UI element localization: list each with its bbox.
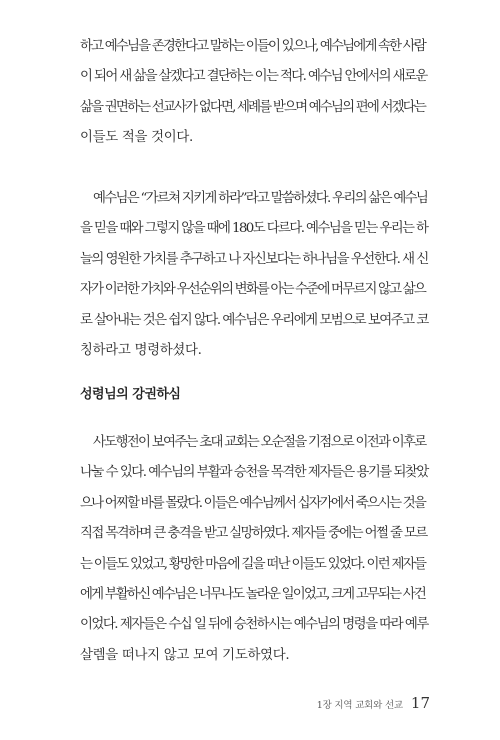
- text-line: 로 살아내는 것은 쉽지 않다. 예수님은 우리에게 모범으로 보여주고 코: [80, 312, 428, 328]
- text-line: 을 믿을 때와 그렇지 않을 때에 180도 다르다. 예수님을 믿는 우리는 하: [80, 221, 428, 237]
- text-line: 이 되어 새 삶을 살겠다고 결단하는 이는 적다. 예수님 안에서의 새로운: [80, 69, 427, 85]
- page-number: 17: [410, 694, 430, 712]
- text-line: 으나 어찌할 바를 몰랐다. 이들은 예수님께서 십자가에서 죽으시는 것을: [80, 495, 426, 511]
- text-line: 예수님은 “가르쳐 지키게 하라”라고 말씀하셨다. 우리의 삶은 예수님: [93, 191, 428, 206]
- section-heading: 성령님의 강권하심: [80, 387, 181, 402]
- text-line: 에게 부활하신 예수님은 너무나도 놀라운 일이었고, 크게 고무되는 사건: [80, 586, 426, 602]
- text-line: 이었다. 제자들은 수십 일 뒤에 승천하시는 예수님의 명령을 따라 예루: [80, 617, 428, 633]
- paragraph-2: [80, 184, 428, 366]
- paragraph-3: [80, 428, 428, 671]
- text-line: 늘의 영원한 가치를 추구하고 나 자신보다는 하나님을 우선한다. 새 신: [80, 251, 428, 267]
- text-line: 직접 목격하며 큰 충격을 받고 실망하였다. 제자들 중에는 어쩔 줄 모르: [80, 526, 427, 542]
- text-line: 나눌 수 있다. 예수님의 부활과 승천을 목격한 제자들은 용기를 되찾았: [80, 465, 428, 481]
- page-footer: [317, 694, 430, 712]
- text-line: 칭하라고 명령하셨다.: [80, 342, 202, 358]
- text-line: 이들도 적을 것이다.: [80, 130, 193, 146]
- text-line: 하고 예수님을 존경한다고 말하는 이들이 있으나, 예수님에게 속한 사람: [80, 39, 426, 54]
- text-line: 자가 이러한 가치와 우선순위의 변화를 아는 수준에 머무르지 않고 삶으: [80, 282, 426, 298]
- running-chapter-title: 1장 지역 교회와 선교: [316, 700, 403, 711]
- text-line: 삶을 권면하는 선교사가 없다면, 세례를 받으며 예수님의 편에 서겠다는: [80, 99, 426, 115]
- text-line: 살렘을 떠나지 않고 모여 기도하였다.: [80, 647, 290, 663]
- text-line: 는 이들도 있었고, 황망한 마음에 길을 떠난 이들도 있었다. 이런 제자들: [80, 556, 426, 572]
- text-line: 사도행전이 보여주는 초대 교회는 오순절을 기점으로 이전과 이후로: [93, 435, 426, 450]
- paragraph-1: [80, 32, 428, 154]
